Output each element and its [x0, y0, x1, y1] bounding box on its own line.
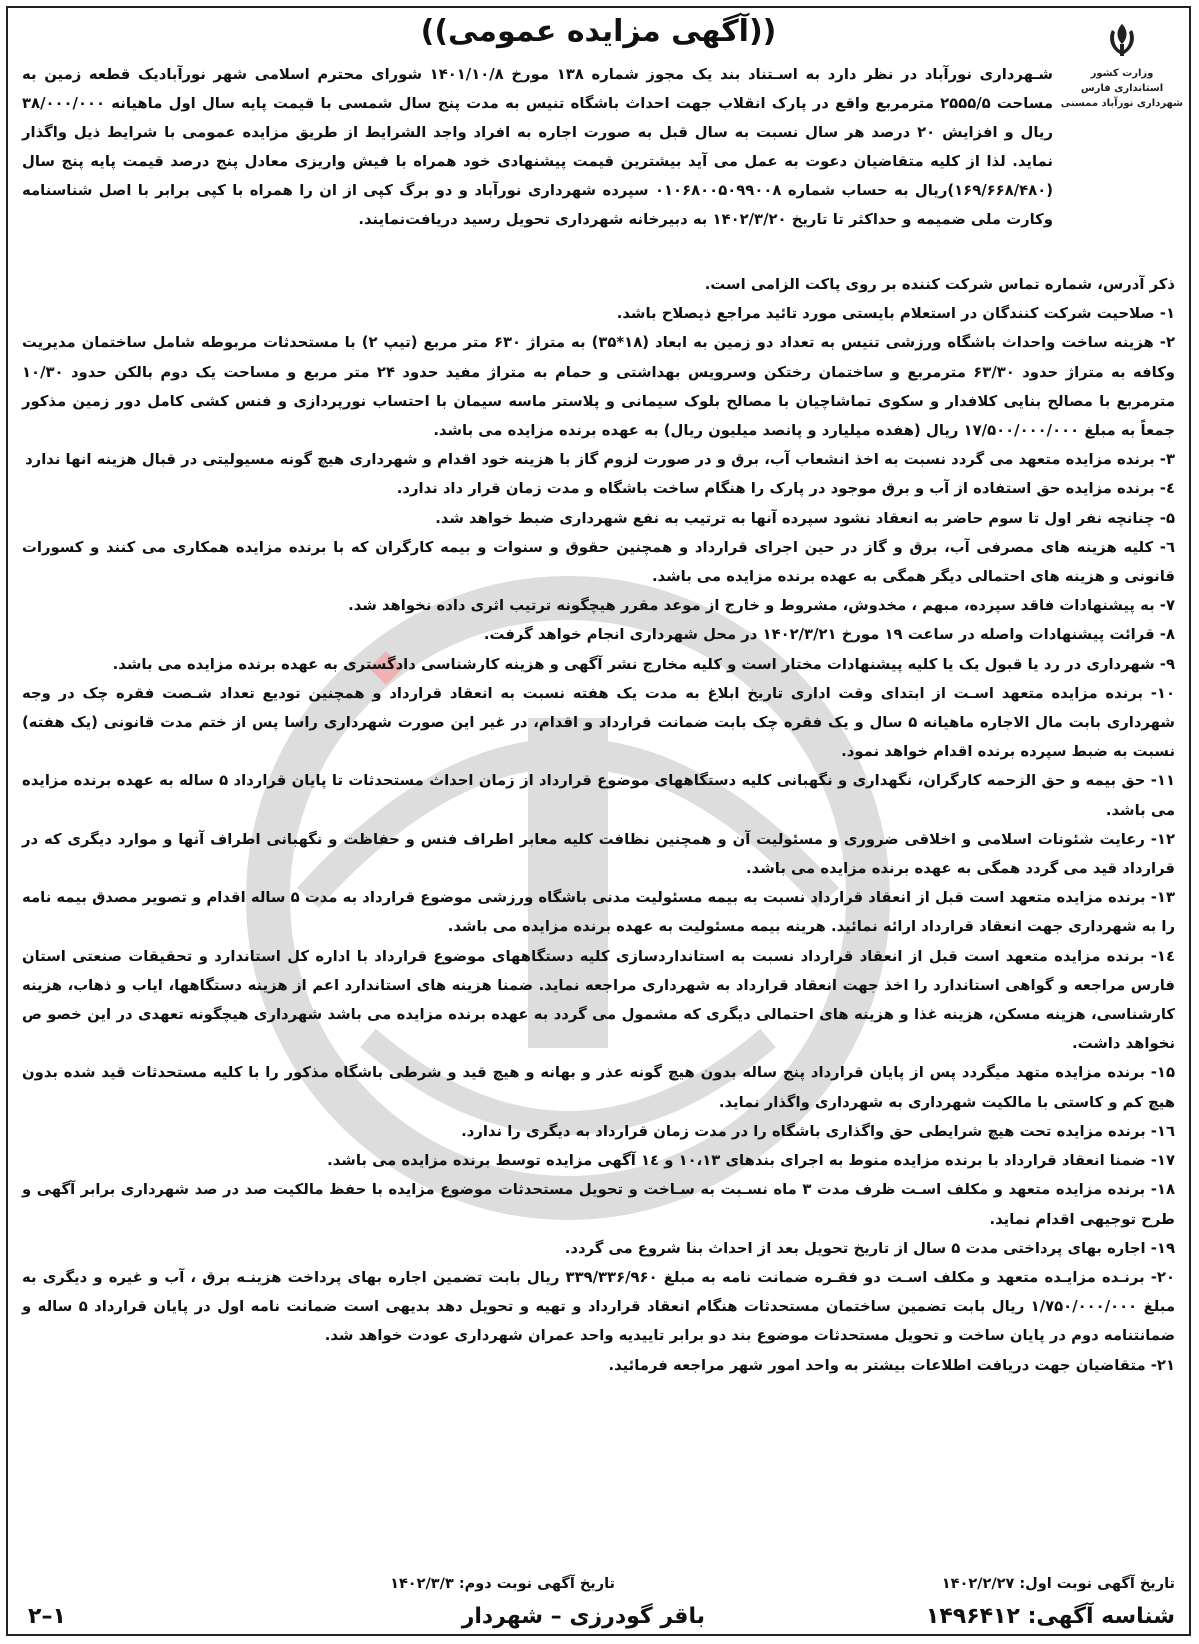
- logo-line-1: وزارت کشور: [1090, 68, 1154, 79]
- clause-20: ۲۰- برنـده مزایـده متعهد و مکلف اسـت دو فقـره ضمانت نامه به مبلغ ۳۳۹/۳۳۶/۹۶۰ ریال بابت تضمین اجاره بهای پرداخت هزینـه برق ، آب و غیره و دیگری به مبلغ ۱/۷۵۰/۰۰۰/۰۰۰ ریال بابت تضمین ساختمان مستحدثات هنگام انعقاد قرارداد و تهیه و تحویل دهد بدیهی است ضمانت نامه اول در پایان قرارداد ۵ ساله و ضمانتنامه دوم در پایان ساخت و تحویل مستحدثات موضوع بند دو برابر تاییدیه واحد عمران شهرداری عودت خواهد شد.: [22, 1268, 1175, 1345]
- clause-1: ۱- صلاحیت شرکت کنندگان در استعلام بایستی مورد تائید مراجع ذیصلاح باشد.: [616, 305, 1175, 323]
- clause-5: ۵- چنانچه نفر اول تا سوم حاضر به انعقاد نشود سپرده آنها به ترتیب به نفع شهرداری ضبط خواهد شد.: [435, 509, 1175, 527]
- clause-4: ٤- برنده مزایده حق استفاده از آب و برق موجود در پارک را هنگام ساخت باشگاه و مدت زمان قرار داد ندارد.: [396, 480, 1175, 498]
- clause-10: ۱۰- برنده مزایده متعهد اسـت از ابتدای وقت اداری تاریخ ابلاغ به مدت یک هفته نسبت به انعقاد قرارداد و همچنین توديع تعداد شـصت فقره چک در وجه شهرداری بابت مال الاجاره ماهیانه ۵ سال و یک فقره چک بابت ضمانت قرارداد و اقدام، در غیر این صورت شهرداری راسا پس از ختم مدت قانونی (یک هفته) نسبت به ضبط سپرده برنده اقدام خواهد نمود.: [22, 684, 1175, 761]
- second-publication-date: تاریخ آگهی نوبت دوم: ۱۴۰۲/۳/۳: [390, 1576, 615, 1592]
- clause-6: ٦- کلیه هزینه های مصرفی آب، برق و گاز در حین اجرای قرارداد و همچنین حقوق و سنوات و بیمه کارگران که با برنده مزایده همکاری می کنند و کسورات قانونی و هزینه های احتمالی دیگر همگی به عهده برنده مزایده می باشد.: [22, 538, 1175, 586]
- clause-2: ۲- هزینه ساخت واحداث باشگاه ورزشی تنیس به تعداد دو زمین به ابعاد (۱۸*۳۵) به متراژ ۶۳۰ متر مربع (تیپ ۲) با مستحدثات مربوطه شامل ساختمان مدیریت وکافه به متراژ حدود ۶۳/۳۰ مترمربع و ساختمان رختکن وسرویس بهداشتی و حمام به متراژ مفید حدود ۲۴ متر مربع و مساحت یک دوم بالکن حدود ۱۰/۳۰ مترمربع با مصالح بنایی کلافدار و سکوی تماشاچیان با مصالح بلوک سیمانی و پلاستر ماسه سیمان با احتساب نورپردازی و فنس کشی کامل دور زمین مذکور جمعاً به مبلغ ۱۷/۵۰۰/۰۰۰/۰۰۰ ریال (هفده میلیارد و پانصد میلیون ریال) به عهده برنده مزایده می باشد.: [22, 334, 1175, 440]
- mayor-signature: باقر گودرزی – شهردار: [461, 1604, 705, 1629]
- clause-12: ۱۲- رعایت شئونات اسلامی و اخلاقی ضروری و مسئولیت آن و همچنین نظافت کلیه معابر اطراف فنس و حفاظت و نگهبانی اطراف آنها و موارد دیگری که در قرارداد قید می گردد همگی به عهده برنده مزایده می باشد.: [22, 830, 1175, 878]
- clause-19: ۱۹- اجاره بهای پرداختی مدت ۵ سال از تاریخ تحویل بعد از احداث بنا شروع می گردد.: [564, 1239, 1175, 1257]
- clause-8: ۸- قرائت پیشنهادات واصله در ساعت ۱۹ مورخ ۱۴۰۲/۳/۲۱ در محل شهرداری انجام خواهد گرفت.: [483, 626, 1175, 644]
- clause-9: ۹- شهرداری در رد یا قبول یک یا کلیه پیشنهادات مختار است و کلیه مخارج نشر آگهی و هزینه کارشناسی دادگستری به عهده برنده مزایده می باشد.: [112, 655, 1175, 673]
- clause-7: ۷- به پیشنهادات فاقد سپرده، مبهم ، مخدوش، مشروط و خارج از موعد مقرر هیچگونه ترتیب اثری داده نخواهد شد.: [348, 597, 1175, 615]
- page-number: ۱–۲: [28, 1604, 66, 1629]
- ad-title: ((آگهی مزایده عمومی)): [420, 14, 777, 49]
- signature-bar: [22, 1604, 1175, 1634]
- clause-16: ۱٦- برنده مزایده تحت هیچ شرایطی حق واگذاری باشگاه را در مدت زمان قرارداد به دیگری را ندارد.: [461, 1122, 1175, 1140]
- clause-15: ۱۵- برنده مزایده متهد میگردد پس از پایان قرارداد پنج ساله بدون هیچ گونه عذر و بهانه و هیچ قید و شرطی باشگاه مذکور را با کلیه مستحدثات قید شده بدون هیچ کم و کاستی با مالکیت شهرداری به شهرداری واگذار نماید.: [22, 1064, 1175, 1111]
- intro-paragraph: [22, 60, 1053, 234]
- clause-3: ۳- برنده مزایده متعهد می گردد نسبت به اخذ انشعاب آب، برق و در صورت لزوم گاز با هزینه خود اقدام و شهرداری هیچ گونه مسیولیتی در قبال هزینه انها ندارد: [25, 451, 1175, 469]
- address-note: ذکر آدرس، شماره تماس شرکت کننده بر روی پاکت الزامی است.: [704, 276, 1175, 293]
- clause-14: ١٤- برنده مزایده متعهد است قبل از انعقاد قرارداد نسبت به استانداردسازی کلیه دستگاههای موضوع قرارداد با اداره کل استاندارد و تحقیقات صنعتی استان فارس مراجعه و گواهی استاندارد را اخذ جهت انعقاد قرارداد به شهرداری مراجعه نماید. ضمنا هزینه های استاندارد اعم از هزینه دستگاهها، ایاب و ذهاب، هزینه کارشناسی، هزینه مسکن، هزینه غذا و هزینه های احتمالی دیگری که مشمول می گردد به عهده برنده مزایده می باشد شهرداری هیچگونه تعهدی در این خصو ص نخواهد داشت.: [22, 947, 1175, 1053]
- logo-line-2: استانداری فارس: [1080, 83, 1164, 94]
- conditions-list: [22, 270, 1175, 1380]
- clause-17: ۱۷- ضمنا انعقاد قرارداد با برنده مزایده منوط به اجرای بندهای ۱۰،۱۳ و ١٤ آگهی مزایده توسط برنده مزایده می باشد.: [327, 1152, 1175, 1170]
- intro-text: شـهرداری نورآباد در نظر دارد به اسـتناد بند یک مجوز شماره ۱۳۸ مورخ ۱۴۰۱/۱۰/۸ شورای محترم اسلامی شهر نورآبادیک قطعه زمین به مساحت ۲۵۵۵/۵ مترمربع واقع در پارک انقلاب جهت احداث باشگاه تنیس به مدت پنج سال شمسی با قیمت پایه سال اول ماهیانه ۳۸/۰۰۰/۰۰۰ ریال و افزایش ۲۰ درصد هر سال نسبت به سال قبل به صورت اجاره به افراد واجد الشرایط از طریق مزایده عمومی با شرایط ذیل واگذار نماید. لذا از کلیه متقاضیان دعوت به عمل می آید بیشترین قیمت پیشنهادی خود همراه با فیش واریزی معادل پنج درصد قیمت پایه پنج سال (۱۶۹/۶۶۸/۴۸۰)ریال به حساب شماره ۰۱۰۶۸۰۰۵۰۹۹۰۰۸ سپرده شهرداری نورآباد و دو برگ کپی از ان را همراه با کپی برابر با اصل شناسنامه وکارت ملی ضمیمه و حداکثر تا تاریخ ۱۴۰۲/۳/۲۰ به دبیرخانه شهرداری تحویل رسید دریافت‌نمایند.: [22, 66, 1053, 228]
- clause-18: ۱۸- برنده مزایده متعهد و مکلف اسـت ظرف مدت ۳ ماه نسـبت به سـاخت و تحویل مستحدثات موضوع مزایده با حفظ مالکیت صد در صد شهرداری برابر آگهی و طرح توجیهی اقدام نماید.: [22, 1181, 1175, 1228]
- logo-line-3: شهرداری نورآباد ممسنی: [1060, 98, 1183, 109]
- publication-dates: [22, 1576, 1175, 1600]
- clause-21: ۲۱- متقاضیان جهت دریافت اطلاعات بیشتر به واحد امور شهر مراجعه فرمائید.: [608, 1356, 1175, 1374]
- clause-11: ۱۱- حق بیمه و حق الزحمه کارگران، نگهداری و نگهبانی کلیه دستگاههای موضوع قرارداد از زمان احداث مستحدثات تا پایان قرارداد ۵ ساله به عهده برنده مزایده می باشد.: [22, 772, 1175, 819]
- clause-13: ۱۳- برنده مزایده متعهد است قبل از انعقاد قرارداد نسبت به بیمه مسئولیت مدنی باشگاه ورزشی موضوع قرارداد به مدت ۵ ساله اقدام و تصویر مصدق بیمه نامه را به شهرداری جهت انعقاد قرارداد ارائه نمائید. هرینه بیمه مسئولیت به عهده برنده مزایده می باشد.: [22, 889, 1175, 936]
- first-publication-date: تاریخ آگهی نوبت اول: ۱۴۰۲/۲/۲۷: [941, 1576, 1175, 1592]
- ad-page: [6, 6, 1191, 1636]
- ad-code: شناسه آگهی: ۱۴۹۶۴۱۲: [925, 1604, 1175, 1629]
